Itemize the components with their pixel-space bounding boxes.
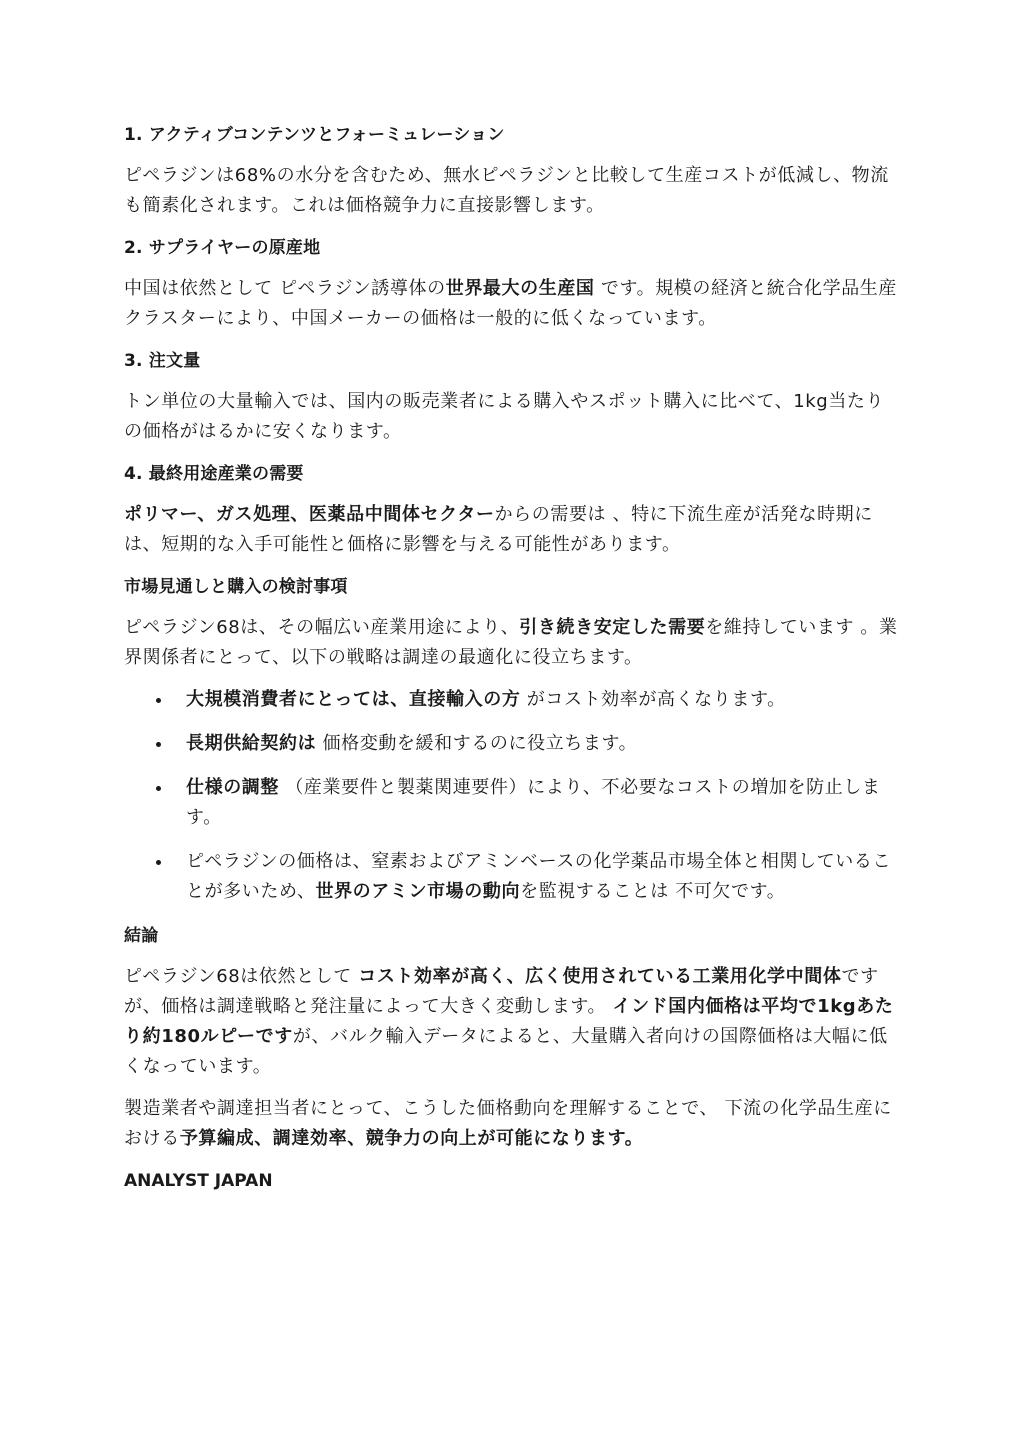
paragraph-order-volume: トン単位の大量輸入では、国内の販売業者による購入やスポット購入に比べて、1kg当たりの価格がはるかに安くなります。 (124, 391, 885, 442)
paragraph-supplier-origin (124, 274, 899, 334)
text-run: が、バルク輸入データによると、大量購入者向けの国際価格は大幅に低くなっています。 (124, 1026, 888, 1077)
bullet-icon (156, 860, 161, 865)
text-run: からの需要は 、特に下流生産が活発な時期には、短期的な入手可能性と価格に影響を与える可能性があります。 (124, 504, 873, 555)
document-page (124, 120, 899, 1196)
section-heading-market-outlook: 市場見通しと購入の検討事項 (124, 577, 348, 597)
text-run: を維持しています 。業界関係者にとって、以下の戦略は調達の最適化に役立ちます。 (124, 617, 898, 668)
list-item (124, 729, 899, 759)
text-run: ピペラジン68は依然として (124, 966, 359, 987)
section-heading-end-use-demand: 4. 最終用途産業の需要 (124, 464, 304, 484)
text-run: （産業要件と製薬関連要件）により、不必要なコストの増加を防止します。 (186, 777, 881, 828)
text-run: ですが、価格は調達戦略と発注量によって大きく変動します。 (124, 966, 879, 1017)
bullet-icon (156, 698, 161, 703)
paragraph-market-outlook (124, 613, 899, 673)
footer-brand: ANALYST JAPAN (124, 1171, 273, 1191)
list-item-text (186, 851, 891, 902)
bold-run: インド国内価格は平均で1kgあたり約180ルピーです (124, 996, 894, 1047)
bold-run: 長期供給契約は (186, 733, 317, 754)
text-run: がコスト効率が高くなります。 (520, 689, 786, 710)
bold-run: コスト効率が高く、広く使用されている工業用化学中間体 (358, 966, 842, 987)
section-heading-order-volume: 3. 注文量 (124, 351, 201, 371)
list-item (124, 847, 899, 907)
bold-run: ポリマー、ガス処理、医薬品中間体セクター (124, 504, 495, 525)
list-item (124, 685, 899, 715)
bold-run: 大規模消費者にとっては、直接輸入の方 (186, 689, 521, 710)
text-run: 価格変動を緩和するのに役立ちます。 (316, 733, 638, 754)
bullet-icon (156, 742, 161, 747)
list-item-text (186, 689, 786, 710)
strategy-bullet-list (124, 685, 899, 907)
text-run: です。規模の経済と統合化学品生産クラスターにより、中国メーカーの価格は一般的に低くなっています。 (124, 278, 898, 329)
bold-run: 予算編成、調達効率、競争力の向上が可能になります。 (179, 1128, 644, 1149)
section-heading-conclusion: 結論 (124, 926, 159, 946)
paragraph-active-content: ピペラジンは68%の水分を含むため、無水ピペラジンと比較して生産コストが低減し、物流も簡素化されます。これは価格競争力に直接影響します。 (124, 165, 889, 216)
section-heading-active-content: 1. アクティブコンテンツとフォーミュレーション (124, 125, 505, 145)
bold-run: 仕様の調整 (186, 777, 279, 798)
text-run: 製造業者や調達担当者にとって、こうした価格動向を理解することで、 下流の化学品生産における (124, 1098, 892, 1149)
text-run: を監視することは 不可欠です。 (520, 881, 786, 902)
text-run: ピペラジンの価格は、窒素およびアミンベースの化学薬品市場全体と相関していることが多いため、 (186, 851, 892, 902)
list-item-text (186, 733, 637, 754)
bullet-icon (156, 786, 161, 791)
list-item (124, 773, 899, 833)
paragraph-end-use-demand (124, 500, 899, 560)
bold-run: 世界最大の生産国 (445, 278, 595, 299)
paragraph-conclusion (124, 962, 899, 1082)
section-heading-supplier-origin: 2. サプライヤーの原産地 (124, 238, 321, 258)
text-run: ピペラジン68は、その幅広い産業用途により、 (124, 617, 520, 638)
bold-run: 引き続き安定した需要 (519, 617, 706, 638)
paragraph-closing (124, 1094, 899, 1154)
list-item-text (186, 777, 881, 828)
text-run: 中国は依然として ピペラジン誘導体の (124, 278, 446, 299)
bold-run: 世界のアミン市場の動向 (315, 881, 521, 902)
